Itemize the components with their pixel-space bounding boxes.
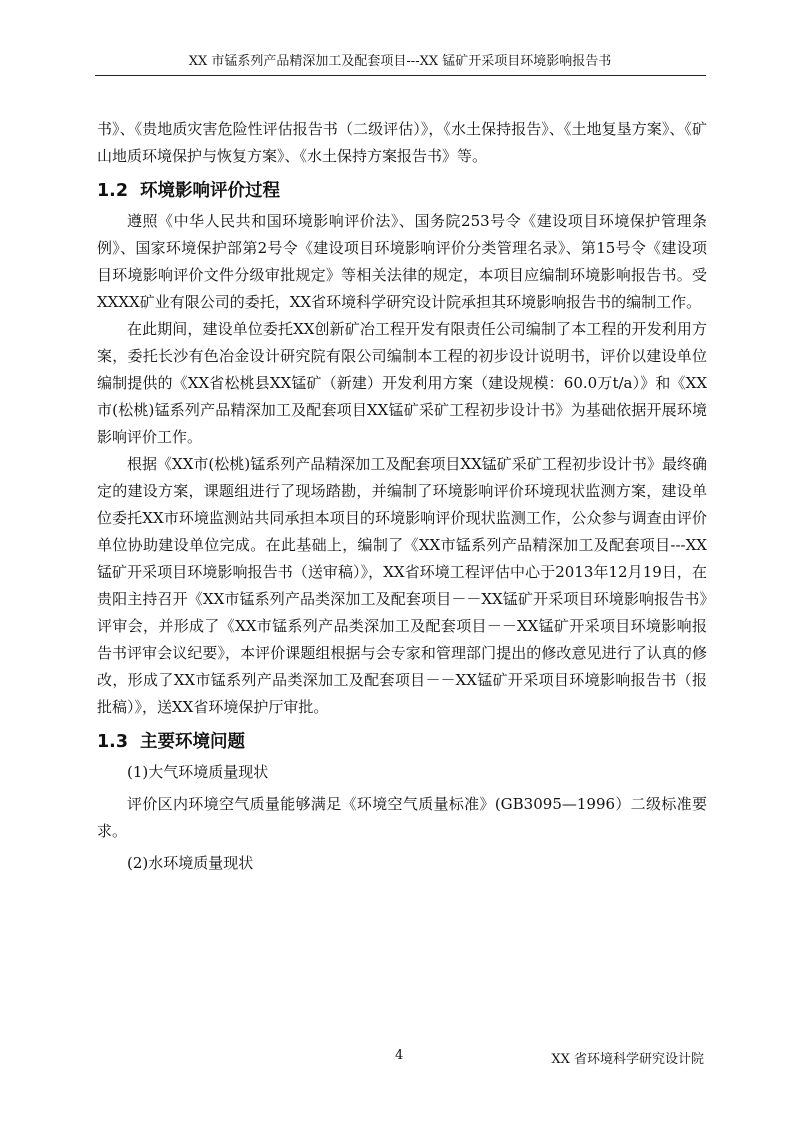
page-body: [97, 116, 707, 877]
paragraph: 遵照《中华人民共和国环境影响评价法》、国务院253号令《建设项目环境保护管理条例》、国家环境保护部第2号令《建设项目环境影响评价分类管理名录》、第15号令《建设项目环境影响评价文件分级审批规定》等相关法律的规定，本项目应编制环境影响报告书。受XXXX矿业有限公司的委托，XX省环境科学研究设计院承担其环境影响报告书的编制工作。: [97, 212, 707, 311]
subheading-air-quality: (1)大气环境质量现状: [127, 763, 269, 781]
paragraph: 根据《XX市(松桃)锰系列产品精深加工及配套项目XX锰矿采矿工程初步设计书》最终确定的建设方案，课题组进行了现场踏勘，并编制了环境影响评价环境现状监测方案，建设单位委托XX市环境监测站共同承担本项目的环境影响评价现状监测工作，公众参与调查由评价单位协助建设单位完成。在此基础上，编制了《XX市锰系列产品精深加工及配套项目---XX锰矿开采项目环境影响报告书（送审稿）》，XX省环境工程评估中心于2013年12月19日，在贵阳主持召开《XX市锰系列产品类深加工及配套项目－－XX锰矿开采项目环境影响报告书》评审会，并形成了《XX市锰系列产品类深加工及配套项目－－XX锰矿开采项目环境影响报告书评审会议纪要》，本评价课题组根据与会专家和管理部门提出的修改意见进行了认真的修改，形成了XX市锰系列产品类深加工及配套项目－－XX锰矿开采项目环境影响报告书（报批稿）》，送XX省环境保护厅审批。: [97, 455, 707, 716]
section-title: 环境影响评价过程: [140, 181, 281, 201]
subheading-water-quality: (2)水环境质量现状: [127, 854, 254, 872]
section-number: 1.3: [97, 732, 129, 752]
section-number: 1.2: [97, 181, 129, 201]
intro-paragraph: 书》、《贵地质灾害危险性评估报告书（二级评估）》，《水土保持报告》、《土地复垦方案》、《矿山地质环境保护与恢复方案》、《水土保持方案报告书》等。: [97, 120, 707, 165]
footer-organization: XX 省环境科学研究设计院: [551, 1052, 704, 1067]
section-heading-1-3: [97, 721, 707, 759]
section-title: 主要环境问题: [140, 732, 246, 752]
paragraph: 评价区内环境空气质量能够满足《环境空气质量标准》(GB3095—1996）二级标准要求。: [97, 795, 707, 840]
running-header: XX 市锰系列产品精深加工及配套项目---XX 锰矿开采项目环境影响报告书: [188, 54, 612, 69]
page-number: 4: [395, 1048, 404, 1063]
header-rule: [95, 75, 706, 76]
section-heading-1-2: [97, 170, 707, 208]
paragraph: 在此期间，建设单位委托XX创新矿冶工程开发有限责任公司编制了本工程的开发利用方案，委托长沙有色冶金设计研究院有限公司编制本工程的初步设计说明书，评价以建设单位编制提供的《XX省松桃县XX锰矿（新建）开发利用方案（建设规模：60.0万t/a）》和《XX市(松桃)锰系列产品精深加工及配套项目XX锰矿采矿工程初步设计书》为基础依据开展环境影响评价工作。: [97, 320, 707, 446]
